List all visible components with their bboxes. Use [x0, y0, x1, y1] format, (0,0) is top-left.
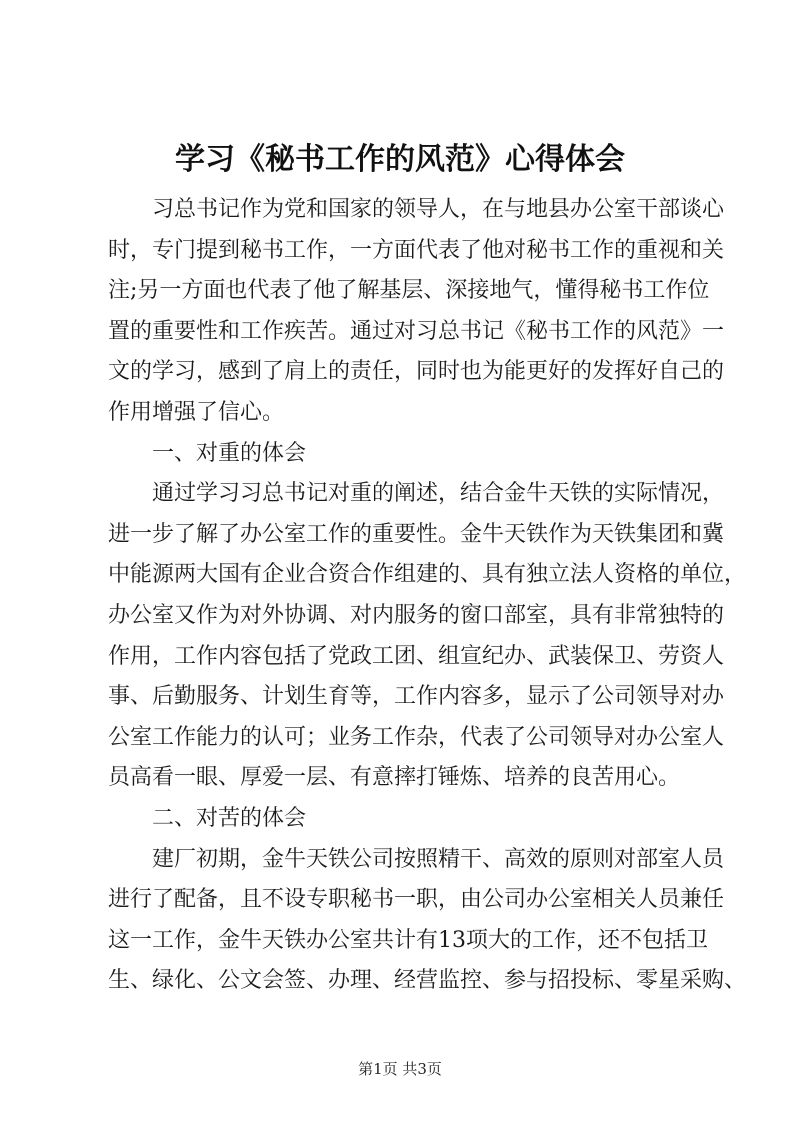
text-line: 文的学习，感到了肩上的责任，同时也为能更好的发挥好自己的 — [108, 359, 725, 385]
text-line: 事、后勤服务、计划生育等，工作内容多，显示了公司领导对办 — [108, 684, 725, 710]
text-line: 生、绿化、公文会签、办理、经营监控、参与招投标、零星采购、 — [108, 968, 747, 994]
document-body — [108, 190, 747, 1002]
text-line: 建厂初期，金牛天铁公司按照精干、高效的原则对部室人员 — [152, 846, 725, 872]
text-line: 作用增强了信心。 — [108, 399, 285, 425]
text-line: 办公室又作为对外协调、对内服务的窗口部室，具有非常独特的 — [108, 602, 725, 628]
paragraph-section-1 — [108, 474, 747, 799]
text-line: 员高看一眼、厚爱一层、有意摔打锤炼、培养的良苦用心。 — [108, 765, 681, 791]
text-line: 进行了配备，且不设专职秘书一职，由公司办公室相关人员兼任 — [108, 887, 725, 913]
section-heading-2 — [108, 799, 708, 840]
text-line: 作用，工作内容包括了党政工团、组宣纪办、武装保卫、劳资人 — [108, 643, 725, 669]
text-line: 这一工作，金牛天铁办公室共计有13项大的工作，还不包括卫 — [108, 927, 708, 953]
document-title: 学习《秘书工作的风范》心得体会 — [175, 142, 625, 177]
text-line: 通过学习习总书记对重的阐述，结合金牛天铁的实际情况， — [152, 481, 725, 507]
text-line: 置的重要性和工作疾苦。通过对习总书记《秘书工作的风范》一 — [108, 318, 725, 344]
section-heading-text: 一、对重的体会 — [152, 440, 307, 466]
paragraph-section-2 — [108, 840, 747, 1002]
section-heading-text: 二、对苦的体会 — [152, 805, 307, 831]
text-line: 中能源两大国有企业合资合作组建的、具有独立法人资格的单位， — [108, 562, 747, 588]
text-line: 公室工作能力的认可；业务工作杂，代表了公司领导对办公室人 — [108, 724, 725, 750]
text-line: 时，专门提到秘书工作，一方面代表了他对秘书工作的重视和关 — [108, 237, 725, 263]
paragraph-intro — [108, 190, 725, 434]
text-line: 注;另一方面也代表了他了解基层、深接地气，懂得秘书工作位 — [108, 278, 710, 304]
section-heading-1 — [108, 434, 708, 475]
page-footer: 第1页 共3页 — [358, 1060, 442, 1078]
text-line: 习总书记作为党和国家的领导人，在与地县办公室干部谈心 — [152, 197, 725, 222]
text-line: 进一步了解了办公室工作的重要性。金牛天铁作为天铁集团和冀 — [108, 521, 725, 547]
